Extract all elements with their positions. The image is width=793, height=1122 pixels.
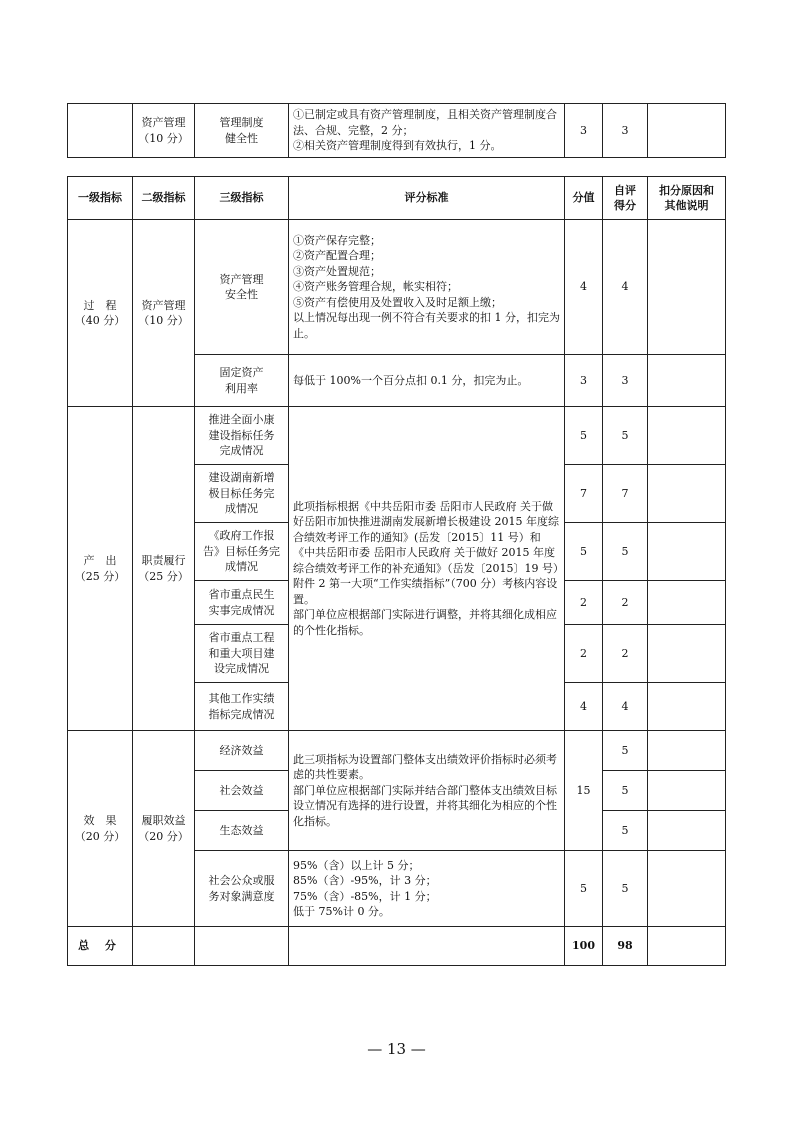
l3-cell: 省市重点民生 实事完成情况 <box>195 581 289 625</box>
remarks-cell <box>648 683 726 731</box>
self-score-cell: 2 <box>603 625 648 683</box>
remarks-cell <box>648 465 726 523</box>
l3-cell: 固定资产 利用率 <box>195 355 289 407</box>
top-score-cell: 3 <box>565 104 603 158</box>
score-cell: 3 <box>565 355 603 407</box>
l3-cell: 资产管理 安全性 <box>195 220 289 355</box>
self-score-cell: 5 <box>603 771 648 811</box>
l3-cell: 省市重点工程 和重大项目建 设完成情况 <box>195 625 289 683</box>
self-score-cell: 7 <box>603 465 648 523</box>
self-score-cell: 5 <box>603 851 648 927</box>
effect-l2-cell: 履职效益 （20 分） <box>133 731 195 927</box>
top-self-cell: 3 <box>603 104 648 158</box>
remarks-cell <box>648 811 726 851</box>
top-table-row <box>68 104 726 158</box>
empty-cell <box>648 927 726 966</box>
l3-cell: 建设湖南新增 极目标任务完 成情况 <box>195 465 289 523</box>
top-l2-cell: 资产管理 （10 分） <box>133 104 195 158</box>
empty-cell <box>289 927 565 966</box>
effect-l1-cell: 效 果 （20 分） <box>68 731 133 927</box>
remarks-cell <box>648 523 726 581</box>
self-score-cell: 4 <box>603 220 648 355</box>
score-cell: 4 <box>565 683 603 731</box>
table-row <box>68 220 726 355</box>
top-remarks-cell <box>648 104 726 158</box>
l3-cell: 推进全面小康 建设指标任务 完成情况 <box>195 407 289 465</box>
score-cell: 2 <box>565 625 603 683</box>
l3-cell: 生态效益 <box>195 811 289 851</box>
l3-cell: 经济效益 <box>195 731 289 771</box>
empty-cell <box>133 927 195 966</box>
remarks-cell <box>648 220 726 355</box>
l3-cell: 其他工作实绩 指标完成情况 <box>195 683 289 731</box>
header-l1: 一级指标 <box>68 177 133 220</box>
score-cell: 4 <box>565 220 603 355</box>
header-l3: 三级指标 <box>195 177 289 220</box>
self-score-cell: 5 <box>603 811 648 851</box>
self-score-cell: 5 <box>603 731 648 771</box>
self-score-cell: 2 <box>603 581 648 625</box>
table-row <box>68 731 726 771</box>
self-score-cell: 5 <box>603 407 648 465</box>
top-table <box>67 103 726 158</box>
header-row <box>68 177 726 220</box>
remarks-cell <box>648 407 726 465</box>
score-cell: 2 <box>565 581 603 625</box>
total-label: 总 分 <box>68 927 133 966</box>
score-cell: 7 <box>565 465 603 523</box>
table-row <box>68 407 726 465</box>
self-score-cell: 5 <box>603 523 648 581</box>
header-remarks: 扣分原因和 其他说明 <box>648 177 726 220</box>
header-score: 分值 <box>565 177 603 220</box>
score-cell: 5 <box>565 851 603 927</box>
remarks-cell <box>648 731 726 771</box>
criteria-cell: 95%（含）以上计 5 分； 85%（含）-95%，计 3 分； 75%（含）-85%，计 1 分； 低于 75%计 0 分。 <box>289 851 565 927</box>
total-self-score: 98 <box>603 927 648 966</box>
l3-cell: 《政府工作报 告》目标任务完 成情况 <box>195 523 289 581</box>
output-criteria-cell: 此项指标根据《中共岳阳市委 岳阳市人民政府 关于做好岳阳市加快推进湖南发展新增长极建设 2015 年度综合绩效考评工作的通知》(岳发〔2015〕11 号）和《中共岳阳市委 岳阳市人民政府 关于做好 2015 年度综合绩效考评工作的补充通知》（岳发〔2015〕19 号）附件 2 第一大项“工作实绩指标”（700 分）考核内容设置。 部门单位应根据部门实际进行调整，并将其细化成相应的个性化指标。 <box>289 407 565 731</box>
header-self: 自评 得分 <box>603 177 648 220</box>
header-criteria: 评分标准 <box>289 177 565 220</box>
effect-group-score-cell: 15 <box>565 731 603 851</box>
page-number: — 13 — <box>367 1040 426 1058</box>
remarks-cell <box>648 625 726 683</box>
process-l1-cell: 过 程 （40 分） <box>68 220 133 407</box>
remarks-cell <box>648 355 726 407</box>
header-l2: 二级指标 <box>133 177 195 220</box>
output-l2-cell: 职责履行 （25 分） <box>133 407 195 731</box>
score-cell: 5 <box>565 523 603 581</box>
self-score-cell: 4 <box>603 683 648 731</box>
total-score: 100 <box>565 927 603 966</box>
remarks-cell <box>648 771 726 811</box>
top-l3-cell: 管理制度 健全性 <box>195 104 289 158</box>
score-cell: 5 <box>565 407 603 465</box>
total-row <box>68 927 726 966</box>
self-score-cell: 3 <box>603 355 648 407</box>
main-table <box>67 176 726 966</box>
remarks-cell <box>648 581 726 625</box>
l3-cell: 社会效益 <box>195 771 289 811</box>
output-l1-cell: 产 出 （25 分） <box>68 407 133 731</box>
effect-criteria-cell: 此三项指标为设置部门整体支出绩效评价指标时必须考虑的共性要素。 部门单位应根据部门实际并结合部门整体支出绩效目标设立情况有选择的进行设置，并将其细化为相应的个性化指标。 <box>289 731 565 851</box>
l3-cell: 社会公众或服 务对象满意度 <box>195 851 289 927</box>
process-l2-cell: 资产管理 （10 分） <box>133 220 195 407</box>
criteria-cell: ①资产保存完整； ②资产配置合理； ③资产处置规范； ④资产账务管理合规，帐实相符； ⑤资产有偿使用及处置收入及时足额上缴； 以上情况每出现一例不符合有关要求的扣 1 分，扣完为止。 <box>289 220 565 355</box>
remarks-cell <box>648 851 726 927</box>
empty-cell <box>195 927 289 966</box>
top-criteria-cell: ①已制定或具有资产管理制度，且相关资产管理制度合法、合规、完整，2 分； ②相关资产管理制度得到有效执行，1 分。 <box>289 104 565 158</box>
criteria-cell: 每低于 100%一个百分点扣 0.1 分，扣完为止。 <box>289 355 565 407</box>
top-l1-cell <box>68 104 133 158</box>
